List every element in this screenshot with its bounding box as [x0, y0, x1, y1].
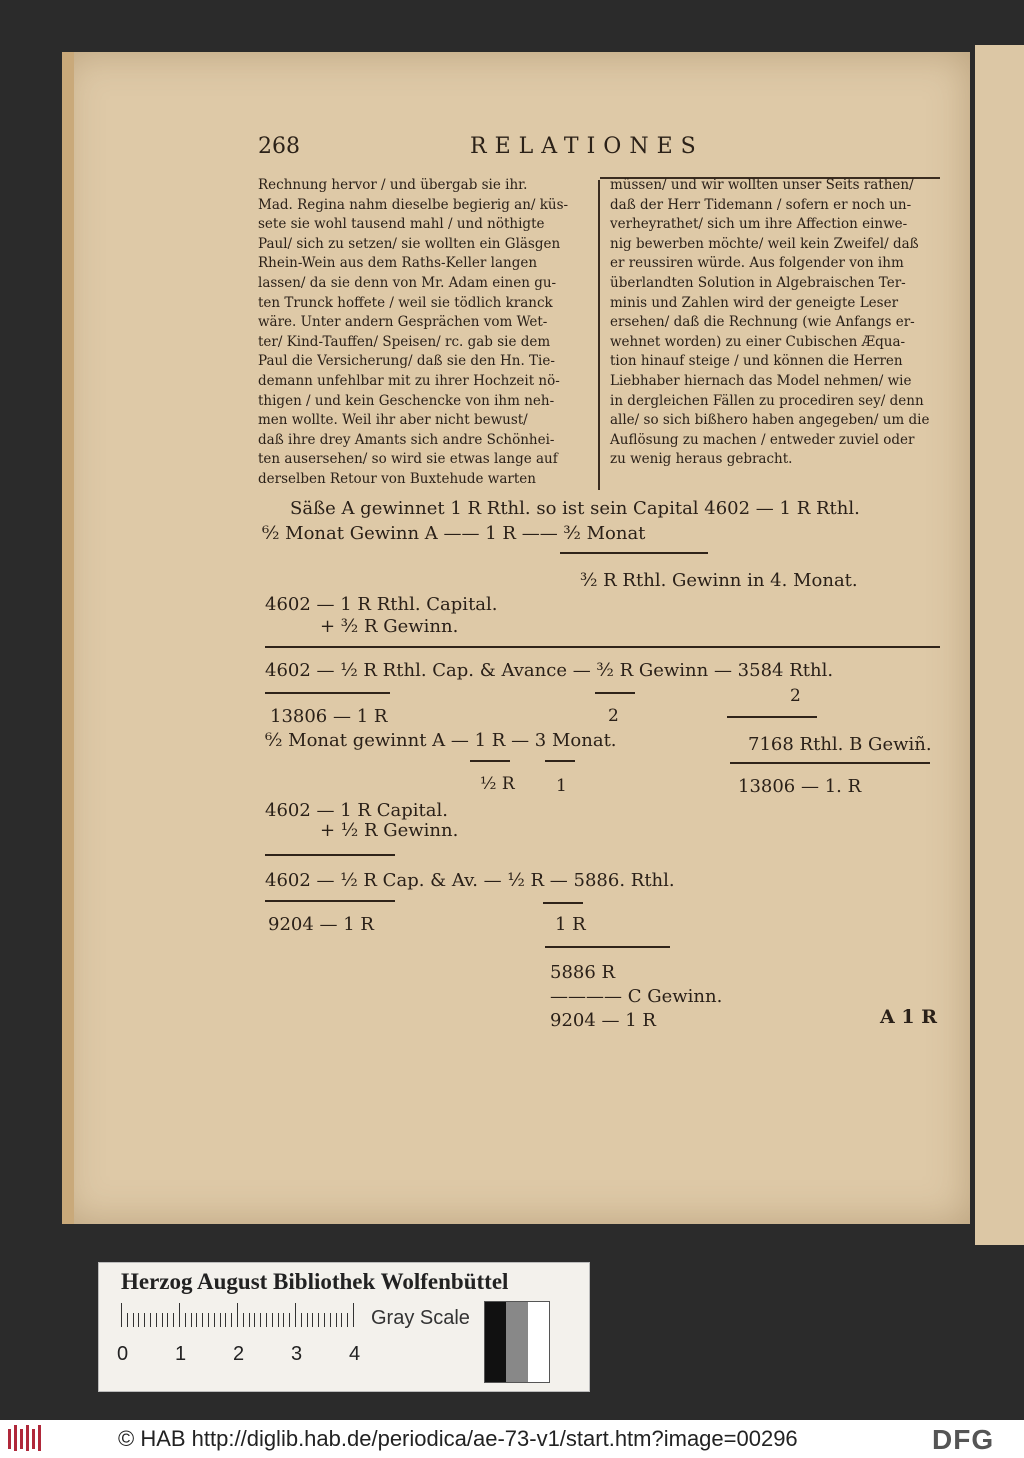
- math-rule: [545, 946, 670, 948]
- ruler-tick: [341, 1313, 342, 1327]
- math-rule: [543, 902, 583, 904]
- math-rule: [727, 716, 817, 718]
- text-line: in dergleichen Fällen zu procediren sey/ denn: [610, 392, 924, 409]
- math-line-14b: 1 R: [555, 914, 586, 935]
- catchword: A 1 R: [880, 1006, 937, 1028]
- ruler-tick: [266, 1313, 267, 1327]
- math-rule: [730, 762, 930, 764]
- math-line-13: 4602 — ¹⁄₂ R Cap. & Av. — ¹⁄₂ R — 5886. Rthl.: [265, 870, 675, 891]
- ruler-tick: [231, 1313, 232, 1327]
- math-line-12: + ¹⁄₂ R Gewinn.: [320, 820, 459, 841]
- text-line: wäre. Unter andern Gesprächen vom Wet-: [258, 314, 548, 331]
- text-line: er reussiren würde. Aus folgender von ihm: [610, 255, 904, 272]
- text-line: daß der Herr Tidemann / sofern er noch un-: [610, 196, 912, 213]
- ruler-tick: [214, 1313, 215, 1327]
- math-line-8: 13806 — 1 R: [270, 706, 388, 727]
- text-line: ten Trunck hoffete / weil sie tödlich kranck: [258, 294, 553, 311]
- math-line-10c: 13806 — 1. R: [738, 776, 862, 797]
- math-rule: [265, 646, 940, 648]
- math-rule: [265, 692, 390, 694]
- text-line: Mad. Regina nahm dieselbe begierig an/ küs-: [258, 196, 569, 213]
- text-line: Liebhaber hiernach das Model nehmen/ wie: [610, 372, 912, 389]
- color-scale-card: [98, 1262, 590, 1392]
- math-rule: [265, 900, 395, 902]
- text-line: Rechnung hervor / und übergab sie ihr.: [258, 177, 528, 193]
- ruler-tick: [347, 1313, 348, 1327]
- ruler-tick: [336, 1313, 337, 1327]
- ruler-tick: [249, 1313, 250, 1327]
- math-line-14a: 9204 — 1 R: [268, 914, 374, 935]
- math-rule: [265, 854, 395, 856]
- math-rule: [560, 552, 708, 554]
- text-line: ter/ Kind-Tauffen/ Speisen/ rc. gab sie dem: [258, 333, 551, 350]
- math-line-10a: ¹⁄₂ R: [480, 774, 515, 794]
- text-line: ten ausersehen/ so wird sie etwas lange auf: [258, 451, 558, 468]
- math-line-2: ⁶⁄₂ Monat Gewinn A —— 1 R —— ³⁄₂ Monat: [262, 523, 646, 544]
- text-line: tion hinauf steige / und können die Herren: [610, 353, 903, 370]
- gray-scale-swatches: [484, 1301, 550, 1383]
- library-name: Herzog August Bibliothek Wolfenbüttel: [121, 1269, 509, 1294]
- math-line-7b: 2: [790, 686, 801, 706]
- text-line: müssen/ und wir wollten unser Seits rathen/: [610, 177, 914, 193]
- ruler-tick: [243, 1313, 244, 1327]
- text-line: ersehen/ daß die Rechnung (wie Anfangs er-: [610, 314, 915, 331]
- ruler-tick: [179, 1303, 180, 1327]
- ruler-tick: [173, 1313, 174, 1327]
- text-line: wehnet worden) zu einer Cubischen Æqua-: [610, 333, 906, 350]
- text-line: Paul/ sich zu setzen/ sie wollten ein Gläsgen: [258, 235, 561, 252]
- ruler-tick: [138, 1313, 139, 1327]
- facing-page-edge: [975, 45, 1024, 1245]
- ruler-tick: [353, 1303, 354, 1327]
- hab-logo-icon: [6, 1423, 46, 1453]
- math-line-15: 5886 R: [550, 962, 616, 983]
- text-line: verheyrathet/ sich um ihre Affection einwe-: [610, 216, 908, 233]
- text-line: Auflösung zu machen / entweder zuviel oder: [610, 431, 915, 448]
- ruler-numbers: [117, 1343, 407, 1366]
- ruler-tick: [121, 1303, 122, 1327]
- ruler-tick: [260, 1313, 261, 1327]
- ruler-tick: [133, 1313, 134, 1327]
- ruler-number: 3: [291, 1343, 303, 1365]
- text-line: alle/ so sich bißhero haben angegeben/ um die: [610, 412, 930, 429]
- ruler-scale: [121, 1303, 361, 1337]
- text-line: nig bewerben möchte/ weil kein Zweifel/ daß: [610, 235, 919, 252]
- math-line-1: Säße A gewinnet 1 R Rthl. so ist sein Capital 4602 — 1 R Rthl.: [290, 498, 860, 519]
- ruler-tick: [324, 1313, 325, 1327]
- ruler-tick: [150, 1313, 151, 1327]
- ruler-tick: [191, 1313, 192, 1327]
- ruler-tick: [295, 1303, 296, 1327]
- ruler-tick: [272, 1313, 273, 1327]
- ruler-tick: [330, 1313, 331, 1327]
- text-line: daß ihre drey Amants sich andre Schönhei-: [258, 431, 555, 448]
- text-line: zu wenig heraus gebracht.: [610, 451, 793, 468]
- page-number: 268: [258, 134, 300, 159]
- ruler-tick: [144, 1313, 145, 1327]
- math-line-4: 4602 — 1 R Rthl. Capital.: [265, 594, 498, 615]
- ruler-tick: [127, 1313, 128, 1327]
- text-line: Rhein-Wein aus dem Raths-Keller langen: [258, 255, 538, 272]
- gray-swatch: [506, 1302, 527, 1382]
- math-line-10b: 1: [556, 776, 567, 796]
- math-rule: [470, 760, 510, 762]
- math-line-17: 9204 — 1 R: [550, 1010, 656, 1031]
- ruler-tick: [202, 1313, 203, 1327]
- footer-bar: [0, 1420, 1024, 1458]
- ruler-tick: [156, 1313, 157, 1327]
- ruler-tick: [307, 1313, 308, 1327]
- ruler-tick: [289, 1313, 290, 1327]
- ruler-tick: [254, 1313, 255, 1327]
- math-rule: [545, 760, 575, 762]
- page-edge: [62, 52, 74, 1224]
- ruler-tick: [162, 1313, 163, 1327]
- ruler-tick: [301, 1313, 302, 1327]
- text-line: derselben Retour von Buxtehude warten: [258, 470, 536, 487]
- text-line: minis und Zahlen wird der geneigte Leser: [610, 294, 899, 311]
- right-text-column: [610, 176, 940, 470]
- ruler-number: 1: [175, 1343, 187, 1365]
- ruler-number: 0: [117, 1343, 129, 1365]
- column-divider: [598, 180, 600, 490]
- text-line: demann unfehlbar mit zu ihrer Hochzeit nö-: [258, 372, 560, 389]
- math-rule: [595, 692, 635, 694]
- text-line: sete sie wohl tausend mahl / und nöthigte: [258, 216, 545, 233]
- math-line-7a: 2: [608, 706, 619, 726]
- gray-swatch: [485, 1302, 506, 1382]
- math-line-9: ⁶⁄₂ Monat gewinnt A — 1 R — 3 Monat.: [265, 730, 617, 751]
- ruler-tick: [237, 1303, 238, 1327]
- ruler-tick: [167, 1313, 168, 1327]
- ruler-tick: [283, 1313, 284, 1327]
- running-title: RELATIONES: [470, 134, 704, 159]
- ruler-tick: [196, 1313, 197, 1327]
- text-line: men wollte. Weil ihr aber nicht bewust/: [258, 412, 528, 429]
- math-line-11: 4602 — 1 R Capital.: [265, 800, 448, 821]
- math-line-9b: 7168 Rthl. B Gewiñ.: [748, 734, 932, 755]
- source-link[interactable]: © HAB http://diglib.hab.de/periodica/ae-73-v1/start.htm?image=00296: [118, 1426, 798, 1451]
- math-line-16: ———— C Gewinn.: [550, 986, 723, 1007]
- ruler-tick: [278, 1313, 279, 1327]
- left-text-column: [258, 176, 588, 490]
- text-line: Paul die Versicherung/ daß sie den Hn. Tie-: [258, 353, 555, 370]
- ruler-number: 2: [233, 1343, 245, 1365]
- gray-scale-label: Gray Scale: [371, 1307, 470, 1329]
- ruler-tick: [225, 1313, 226, 1327]
- ruler-tick: [185, 1313, 186, 1327]
- ruler-tick: [318, 1313, 319, 1327]
- math-line-3: ³⁄₂ R Rthl. Gewinn in 4. Monat.: [580, 570, 858, 591]
- ruler-tick: [208, 1313, 209, 1327]
- dfg-logo: DFG: [932, 1424, 995, 1455]
- gray-swatch: [528, 1302, 549, 1382]
- ruler-number: 4: [349, 1343, 361, 1365]
- text-line: thigen / und kein Geschencke von ihm neh-: [258, 392, 555, 409]
- text-line: lassen/ da sie denn von Mr. Adam einen gu-: [258, 274, 557, 291]
- math-line-6: 4602 — ¹⁄₂ R Rthl. Cap. & Avance — ³⁄₂ R Gewinn — 3584 Rthl.: [265, 660, 834, 681]
- text-line: überlandten Solution in Algebraischen Ter-: [610, 274, 906, 291]
- ruler-tick: [312, 1313, 313, 1327]
- math-line-5: + ³⁄₂ R Gewinn.: [320, 616, 459, 637]
- ruler-tick: [220, 1313, 221, 1327]
